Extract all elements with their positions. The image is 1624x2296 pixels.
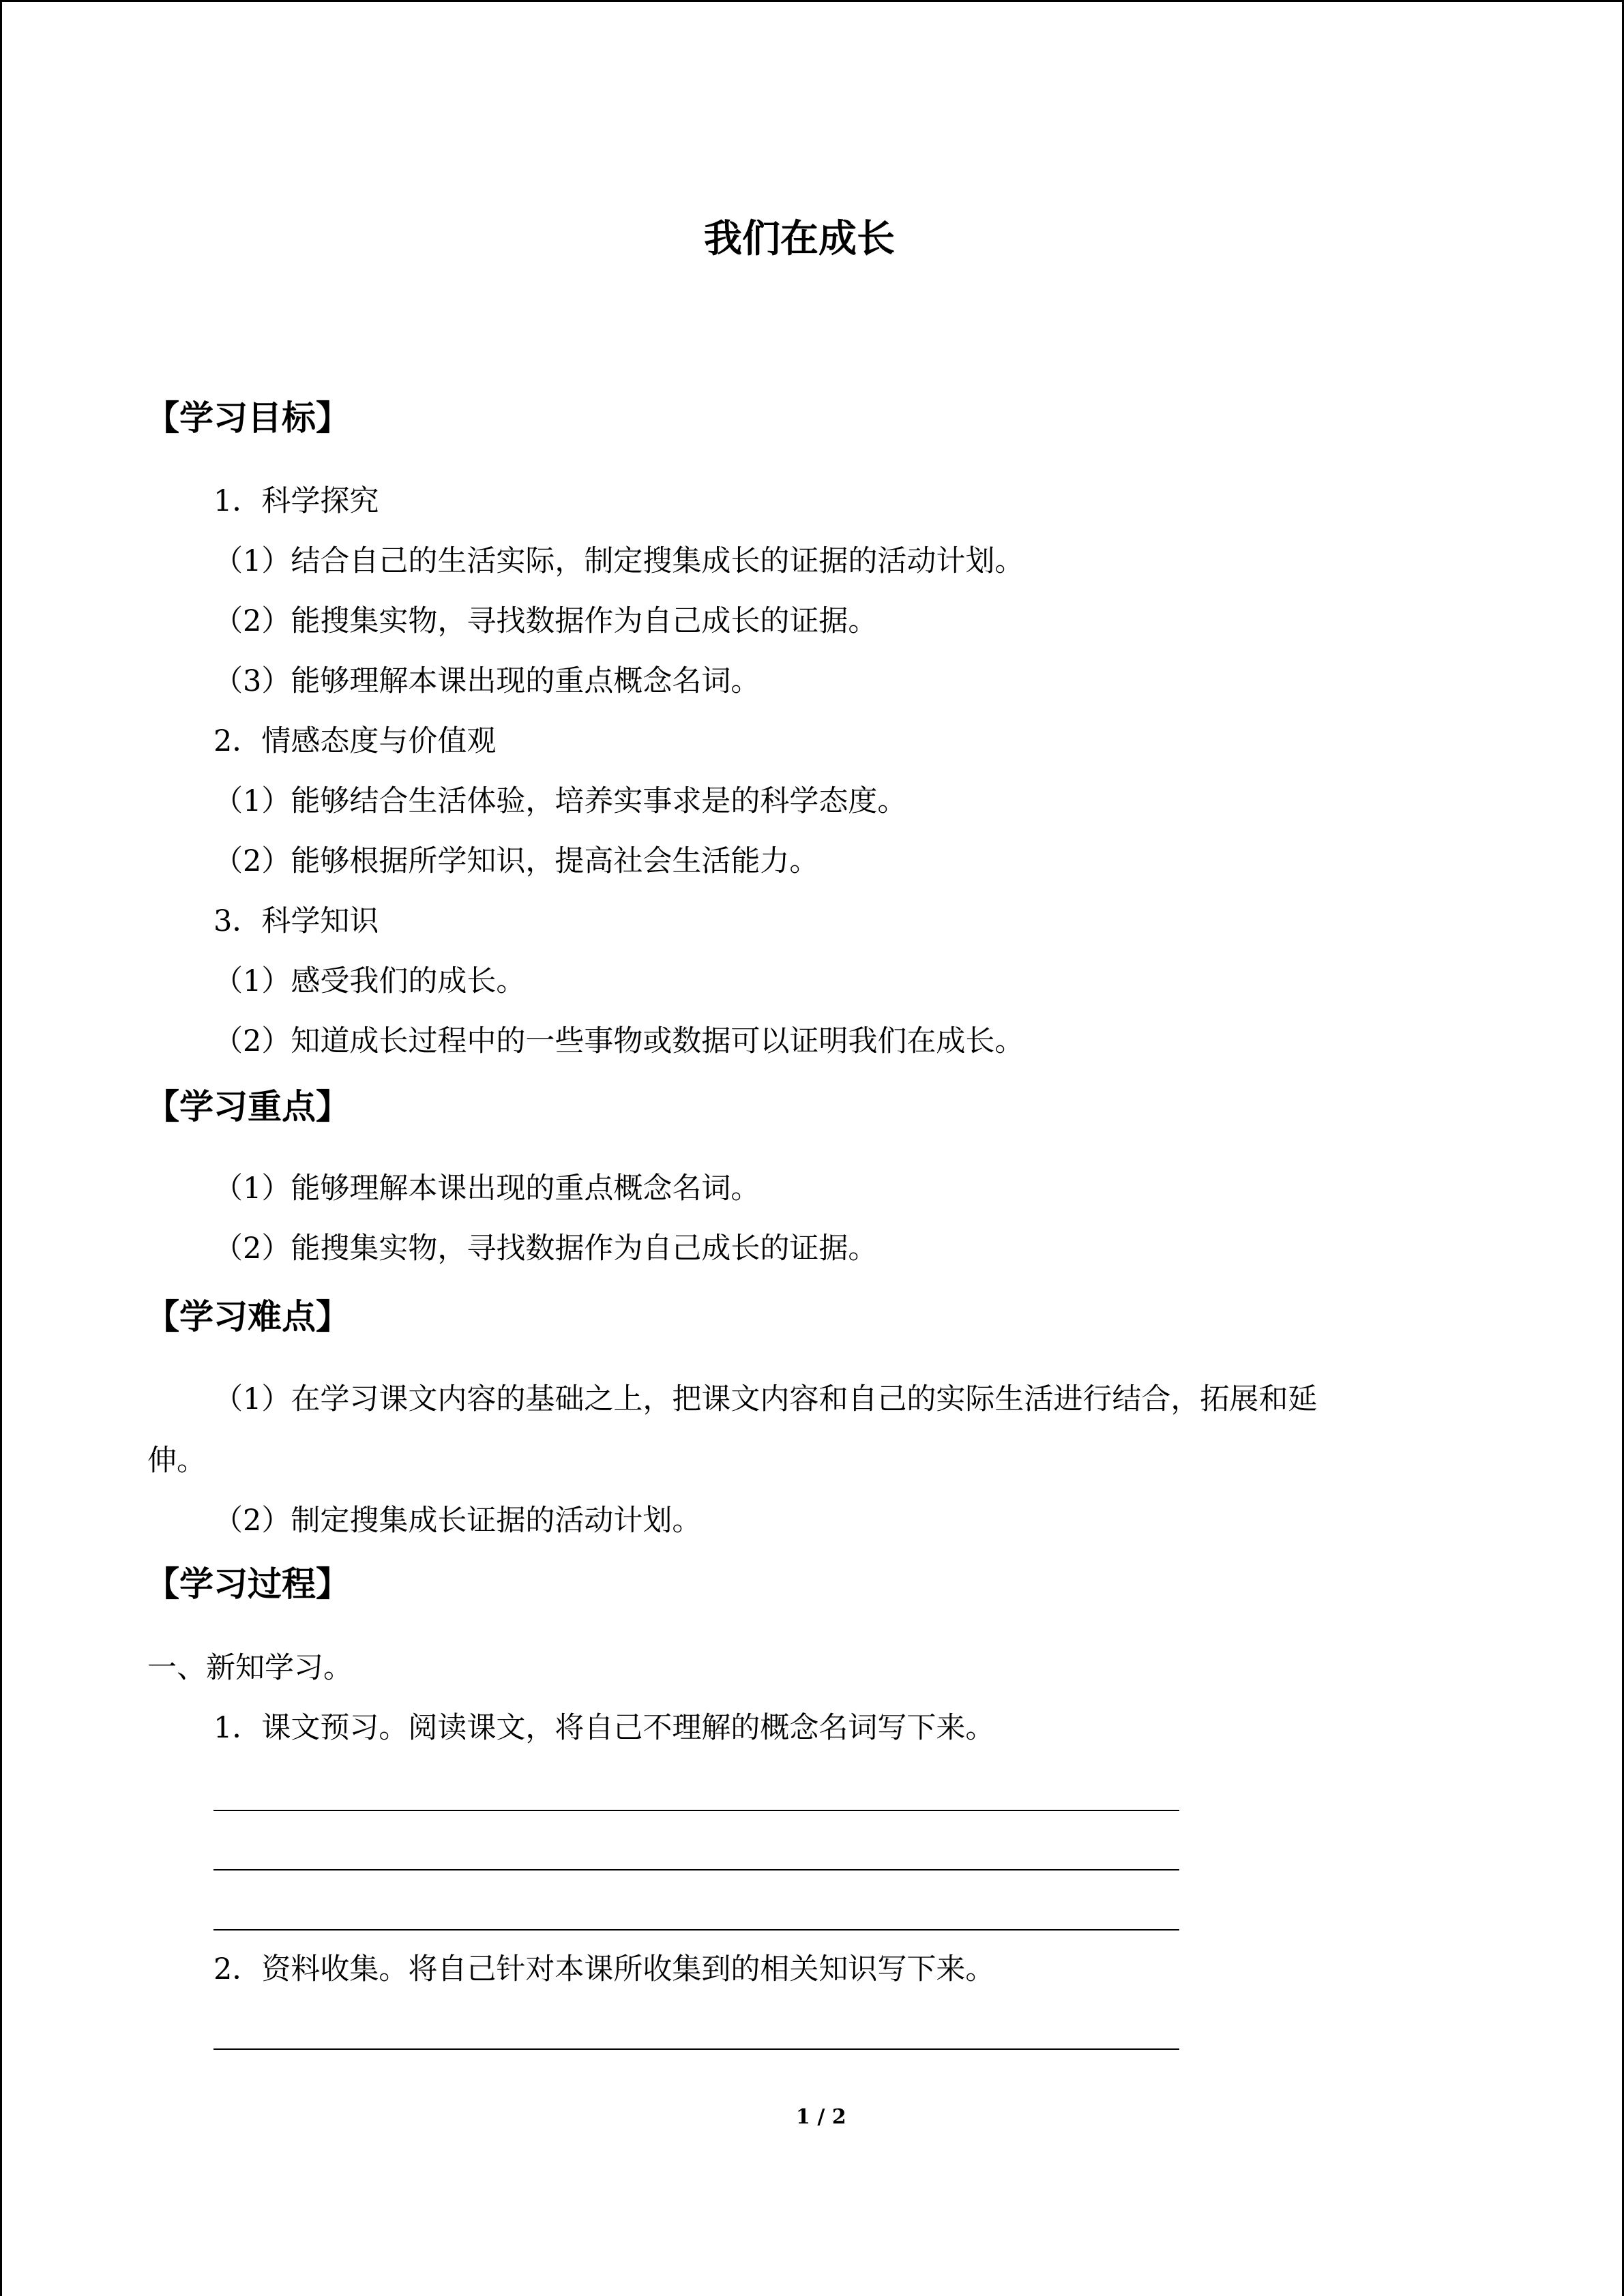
page-number: 1 / 2 (796, 2105, 846, 2129)
objective-line: （2）知道成长过程中的一些事物或数据可以证明我们在成长。 (213, 1024, 1024, 1058)
objective-line: 2．情感态度与价值观 (213, 724, 497, 758)
heading-key-points: 【学习重点】 (145, 1086, 350, 1127)
objective-line: （2）能够根据所学知识，提高社会生活能力。 (213, 844, 819, 878)
key-point-line: （2）能搜集实物，寻找数据作为自己成长的证据。 (213, 1232, 878, 1266)
process-line: 一、新知学习。 (147, 1651, 353, 1685)
key-point-line: （1）能够理解本课出现的重点概念名词。 (213, 1172, 761, 1206)
objective-line: （1）能够结合生活体验，培养实事求是的科学态度。 (213, 784, 907, 818)
heading-difficulties: 【学习难点】 (145, 1296, 350, 1337)
answer-blank-line[interactable] (213, 2048, 1179, 2050)
answer-blank-line[interactable] (213, 1869, 1179, 1870)
objective-line: 3．科学知识 (213, 904, 379, 938)
objective-line: （1）感受我们的成长。 (213, 964, 526, 998)
process-line: 1．课文预习。阅读课文，将自己不理解的概念名词写下来。 (213, 1711, 995, 1745)
objective-line: （3）能够理解本课出现的重点概念名词。 (213, 664, 761, 698)
heading-process: 【学习过程】 (145, 1564, 350, 1604)
heading-objectives: 【学习目标】 (145, 398, 350, 438)
document-title: 我们在成长 (704, 216, 895, 261)
objective-line: （1）结合自己的生活实际，制定搜集成长的证据的活动计划。 (213, 544, 1024, 578)
objective-line: （2）能搜集实物，寻找数据作为自己成长的证据。 (213, 604, 878, 638)
difficulty-line: 伸。 (147, 1444, 206, 1478)
answer-blank-line[interactable] (213, 1810, 1179, 1811)
difficulty-line: （2）制定搜集成长证据的活动计划。 (213, 1504, 702, 1538)
objective-line: 1．科学探究 (213, 484, 379, 518)
difficulty-line: （1）在学习课文内容的基础之上，把课文内容和自己的实际生活进行结合，拓展和延 (213, 1382, 1318, 1416)
process-line: 2．资料收集。将自己针对本课所收集到的相关知识写下来。 (213, 1952, 995, 1986)
answer-blank-line[interactable] (213, 1929, 1179, 1930)
